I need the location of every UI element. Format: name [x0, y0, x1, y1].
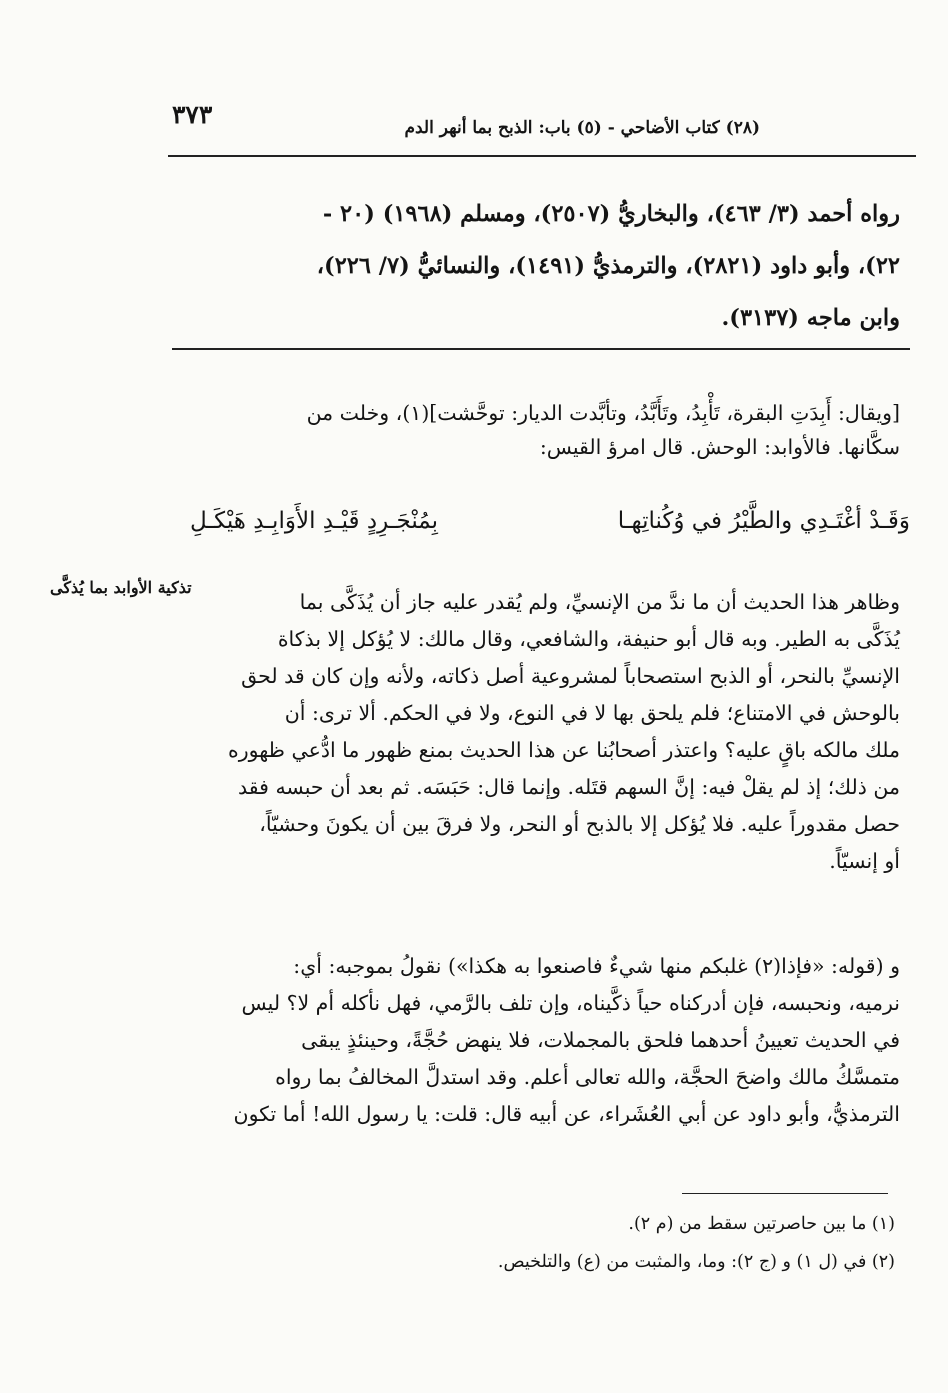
text-line: ملك مالكه باقٍ عليه؟ واعتذر أصحابُنا عن هذا الحديث بمنع ظهور ما ادُّعي ظهوره: [227, 738, 900, 762]
commentary-paragraph-3: [160, 948, 900, 1133]
text-line: بالوحش في الامتناع؛ فلم يلحق بها لا في النوع، ولا في الحكم. ألا ترى: أن: [284, 701, 900, 725]
header-rule: [168, 155, 916, 157]
text-line: حصل مقدوراً عليه. فلا يُؤكل إلا بالذبح أو النحر، ولا فرقَ بين أن يكونَ وحشيّاً،: [259, 812, 900, 836]
poem-verse: [180, 508, 910, 552]
text-line: من ذلك؛ إذ لم يقلْ فيه: إنَّ السهم قتَله. وإنما قال: حَبَسَه. ثم بعد أن حبسه فقد: [238, 775, 900, 799]
text-line: متمسَّكُ مالك واضحَ الحجَّة، والله تعالى أعلم. وقد استدلَّ المخالفُ بما رواه: [275, 1065, 900, 1089]
text-line: و (قوله: «فإذا(٢) غلبكم منها شيءٌ فاصنعوا به هكذا») نقولُ بموجبه: أي:: [293, 954, 900, 978]
text-line: وظاهر هذا الحديث أن ما ندَّ من الإنسيِّ، ولم يُقدر عليه جاز أن يُذَكَّى بما: [299, 590, 900, 614]
text-line: سكَّانها. فالأوابد: الوحش. قال امرؤ القيس:: [539, 435, 900, 459]
footnotes: [400, 1205, 895, 1281]
page-number: ٣٧٣: [172, 100, 213, 129]
footnote-1: (١) ما بين حاصرتين سقط من (م ٢).: [628, 1214, 895, 1234]
commentary-paragraph-2: [160, 584, 900, 880]
hadith-citation: [168, 188, 900, 344]
text-line: نرميه، ونحبسه، فإن أدركناه حياً ذكَّيناه، وإن تلف بالرَّمي، فهل نأكله أم لا؟ ليس: [241, 991, 900, 1015]
margin-note: تذكية الأوابد بما يُذكَّى: [50, 578, 192, 597]
poem-hemistich-first: وَقَـدْ أغْتَـدِي والطَّيْرُ في وُكُناتِهـا: [617, 508, 910, 534]
section-divider: [172, 348, 910, 350]
text-line: [ويقال: أَبِدَتِ البقرة، تَأْبِدُ، وتَأَبَّدُ، وتأبَّدت الديار: توحَّشت](١)، وخلت من: [306, 401, 900, 425]
text-line: الإنسيِّ بالنحر، أو الذبح استصحاباً لمشروعية أصل ذكاته، ولأنه وإن كان قد لحق: [241, 664, 900, 688]
poem-hemistich-second: بِمُنْجَـرِدٍ قَيْـدِ الأَوَابِـدِ هَيْكَـلِ: [190, 508, 438, 534]
text-line: في الحديث تعيينُ أحدهما فلحق بالمجملات، فلا ينهض حُجَّةً، وحينئذٍ يبقى: [301, 1028, 900, 1052]
text-line: رواه أحمد (٣/ ٤٦٣)، والبخاريُّ (٢٥٠٧)، ومسلم (١٩٦٨) (٢٠ -: [322, 201, 900, 227]
text-line: الترمذيُّ، وأبو داود عن أبي العُشَراء، عن أبيه قال: قلت: يا رسول الله! أما تكون: [233, 1102, 900, 1126]
text-line: وابن ماجه (٣١٣٧).: [721, 305, 900, 331]
commentary-paragraph-1: [160, 396, 900, 464]
footnote-2: (٢) في (ل ١) و (ج ٢): وما، والمثبت من (ع) والتلخيص.: [497, 1252, 895, 1272]
text-line: يُذَكَّى به الطير. وبه قال أبو حنيفة، والشافعي، وقال مالك: لا يُؤكل إلا بذكاة: [277, 627, 900, 651]
running-title: (٢٨) كتاب الأضاحي - (٥) باب: الذبح بما أنهر الدم: [404, 118, 760, 138]
text-line: أو إنسيّاً.: [829, 849, 900, 873]
text-line: ٢٢)، وأبو داود (٢٨٢١)، والترمذيُّ (١٤٩١)، والنسائيُّ (٧/ ٢٢٦)،: [316, 253, 900, 279]
footnote-rule: [682, 1193, 888, 1194]
